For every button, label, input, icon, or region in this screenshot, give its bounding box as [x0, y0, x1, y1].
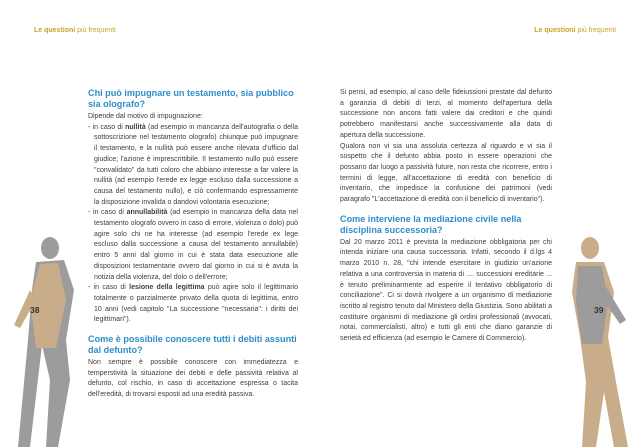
page-number-right: 39 — [594, 305, 604, 315]
question-heading: Come interviene la mediazione civile nella disciplina successoria? — [340, 213, 522, 235]
paragraph: Non sempre è possibile conoscere con immediatezza e temperstività la situazione dei debiti e delle passività relativa al defunto, col rischio, in caso di accettazione espressa o tacita dell'eredità, di trovarsi esposti ad una eredità passiva. — [88, 359, 298, 399]
paragraph: Dal 20 marzo 2011 è prevista la mediazione obbligatoria per chi intenda iniziare una causa successoria. Infatti, secondo il d.lgs 4 marzo 2010 n. 28, "chi intende esercitare in giudizio un'azione relativa a una controversia in materia di .... successioni ereditarie ... è tenuto preliminarmente ad esperire il tentativo obbligatorio di conciliazione". Ci si dovrà rivolgere a un organismo di mediazione iscritto al registro tenuto dal Ministero della Giustizia. Sono abilitati a costituire organismi di mediazione gli ordini professionali (avvocati, notai, commercialisti, altro) e tutti gli enti che diano garanzie di serietà ed efficienza (ad esempio le Camere di Commercio). — [340, 238, 552, 343]
figure-illustration-left — [0, 230, 80, 447]
list-item: - in caso di nullità (ad esempio in mancanza dell'autografia o della sottoscrizione nel testamento olografo) chiunque può impugnare il testamento, e la nullità può essere anche rilevata d'ufficio dal giudice; l'azione è imprescrittibile. Il testamento nullo può essere "convalidato" da tutti coloro che abbiano interesse a far valere la nullità (ad esempio l'erede ex legge escluso dalla successione a causa del testamento nullo), e ciò confermando espressamente la disposizione invalida o dandovi volontaria esecuzione; — [88, 123, 299, 206]
question-heading: Chi può impugnare un testamento, sia pubblico sia olografo? — [88, 88, 294, 109]
list-item: - in caso di annullabilità (ad esempio in mancanza della data nel testamento olografo ovvero in caso di errore, violenza o dolo) può agire solo chi ne ha interesse (ad esempio l'erede ex lege escluso dalla successione a causa del testamento annullabile) entro 5 anni dal giorno in cui è stata data esecuzione alle disposizioni testamentarie ovvero dal giorno in cui si è avuta la notizia della violenza, del dolo o dell'errore; — [88, 209, 298, 281]
list-item: - in caso di lesione della legittima può agire solo il legittimario totalmente o parzialmente privato della quota di legittima, entro 10 anni (vedi capitolo "La successione "necessaria": i diritti dei legittimari"). — [88, 284, 299, 324]
running-header-right: Le questioni più frequenti — [534, 27, 616, 34]
figure-illustration-right — [558, 232, 638, 447]
paragraph: Dipende dal motivo di impugnazione: — [88, 113, 203, 120]
paragraph: Si pensi, ad esempio, al caso delle fideiussioni prestate dal defunto a garanzia di debiti di terzi, al momento dell'apertura della successione non ancora fatti valere dai creditori e che quindi potrebbero manifestarsi anche successivamente alla data di apertura della successione. — [340, 89, 552, 139]
left-column — [88, 88, 298, 401]
running-header-left: Le questioni più frequenti — [34, 27, 116, 34]
right-column — [340, 88, 552, 345]
question-heading: Come è possibile conoscere tutti i debiti assunti dal defunto? — [88, 334, 297, 356]
page-number-left: 38 — [30, 305, 40, 315]
paragraph: Qualora non vi sia una assoluta certezza al riguardo e vi sia il sospetto che il defunto abbia posto in essere operazioni che possano dar luogo a passività future, non resta che ricorrere, entro i termini di legge, all'accettazione di eredità con beneficio di inventario, che impedisce la confusione dei patrimoni (vedi paragrafo "L'accettazione di eredità con il beneficio di inventario"). — [340, 142, 552, 204]
